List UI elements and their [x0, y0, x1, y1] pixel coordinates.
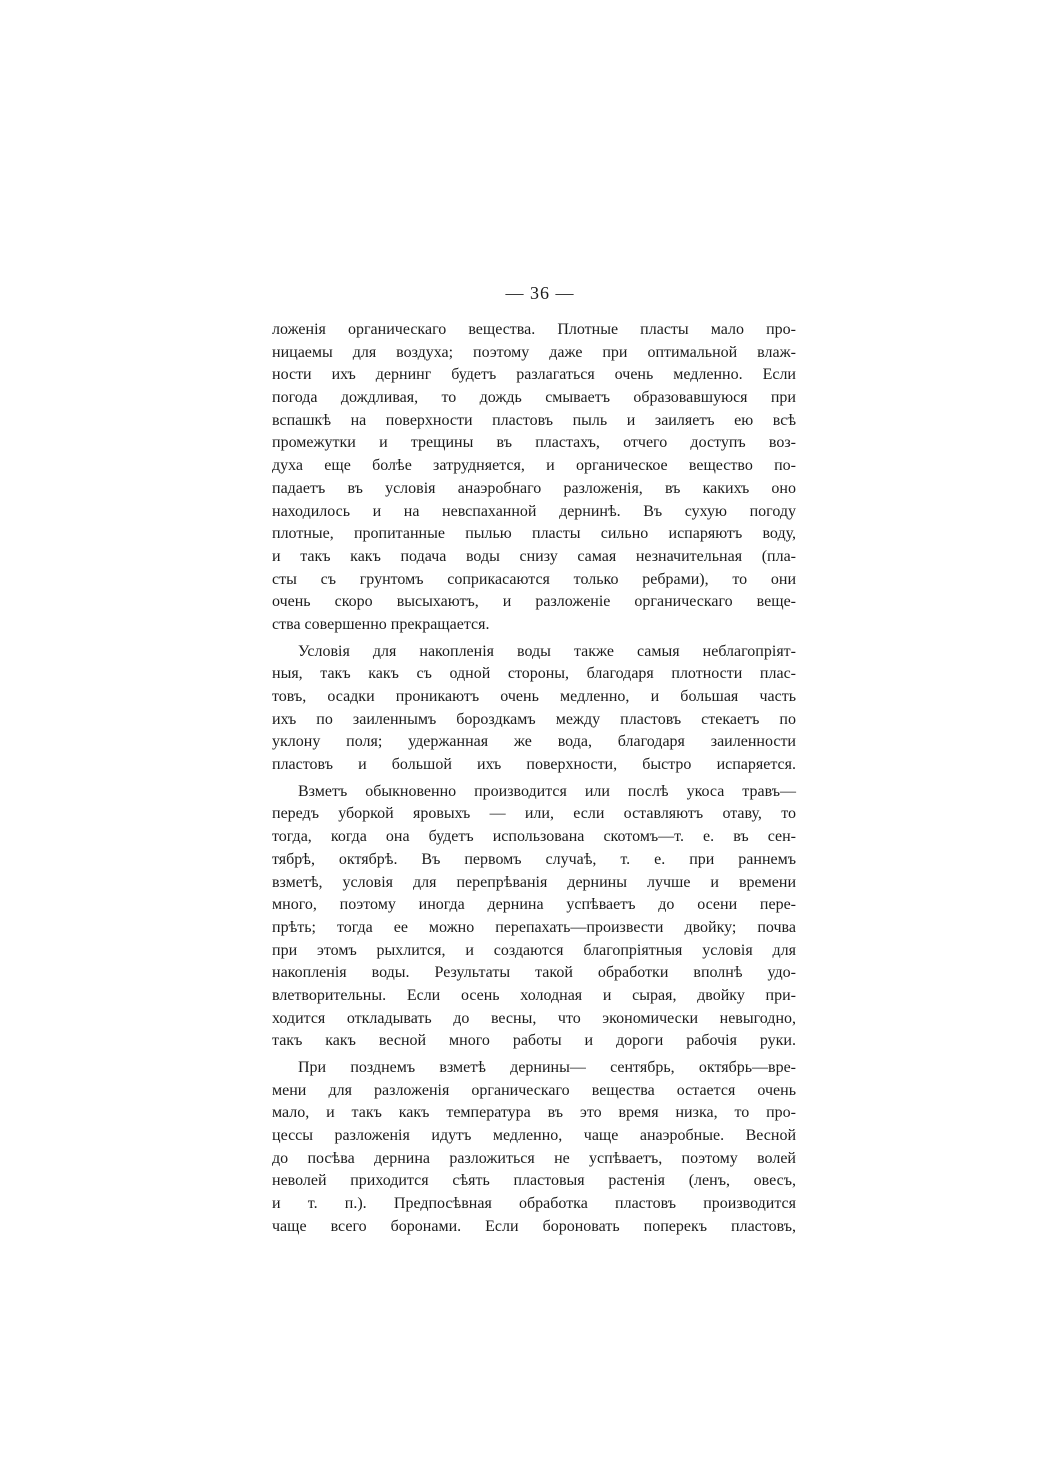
text-line: ства совершенно прекращается. [272, 615, 490, 633]
text-line: чаще всего боронами. Если бороновать поперекъ пластовъ, [272, 1217, 796, 1235]
text-line: накопленія воды. Результаты такой обработки вполнѣ удо- [272, 964, 796, 982]
text-line: падаетъ въ условія анаэробнаго разложенія, въ какихъ оно [272, 479, 796, 497]
paragraph-1 [272, 319, 796, 637]
text-line: сты съ грунтомъ соприкасаются только ребрами), то они [272, 570, 796, 588]
paragraph-2 [272, 641, 796, 777]
text-line: неволей приходится сѣять пластовыя растенія (ленъ, овесъ, [272, 1172, 796, 1190]
text-line: мени для разложенія органическаго вещества остается очень [272, 1081, 796, 1099]
text-line: мало, и такъ какъ температура въ это время низка, то про- [272, 1104, 796, 1122]
text-line: ности ихъ дернинг будетъ разлагаться очень медленно. Если [272, 366, 796, 384]
text-line: товъ, осадки проникаютъ очень медленно, и большая часть [272, 688, 796, 705]
text-line: Взметъ обыкновенно производится или послѣ укоса травъ— [298, 782, 796, 800]
page-number: — 36 — [505, 283, 575, 303]
text-line: влетворительны. Если осень холодная и сырая, двойку при- [272, 986, 796, 1004]
text-line: и такъ какъ подача воды снизу самая незначительная (пла- [272, 547, 796, 565]
text-line: погода дождливая, то дождь смываетъ образовавшуюся при [272, 389, 796, 407]
text-line: тябрѣ, октябрѣ. Въ первомъ случаѣ, т. е. при раннемъ [272, 850, 796, 868]
text-line: ницаемы для воздуха; поэтому даже при оптимальной влаж- [272, 343, 796, 361]
paragraph-3 [272, 781, 796, 1053]
body-text [272, 319, 796, 1244]
text-line: прѣть; тогда ее можно перепахать—произвести двойку; почва [272, 918, 796, 936]
text-line: тогда, когда она будетъ использована скотомъ—т. е. въ сен- [272, 828, 796, 846]
text-line: ихъ по заиленнымъ бороздкамъ между пластовъ стекаетъ по [272, 710, 796, 728]
text-line: промежутки и трещины въ пластахъ, отчего доступъ воз- [272, 434, 796, 452]
text-line: вспашкѣ на поверхности пластовъ пыль и заиляетъ ею всѣ [272, 411, 796, 429]
text-line: плотные, пропитанные пылью пласты сильно испаряютъ воду, [272, 525, 796, 543]
text-line: ныя, такъ какъ съ одной стороны, благодаря плотности плас- [272, 665, 796, 683]
text-line: находилось и на невспаханной дернинѣ. Въ сухую погоду [272, 502, 796, 520]
text-line: передъ уборкой яровыхъ — или, если оставляютъ отаву, то [272, 805, 796, 823]
text-line: ходится откладывать до весны, что экономически невыгодно, [272, 1009, 796, 1027]
text-line: цессы разложенія идутъ медленно, чаще анаэробные. Весной [272, 1127, 796, 1145]
text-line: духа еще болѣе затрудняется, и органическое вещество по- [272, 457, 796, 475]
text-line: ложенія органическаго вещества. Плотные пласты мало про- [272, 321, 796, 338]
text-line: при этомъ рыхлится, и создаются благопріятныя условія для [272, 941, 796, 959]
text-line: очень скоро высыхаютъ, и разложеніе органическаго веще- [272, 593, 796, 611]
text-line: и т. п.). Предпосѣвная обработка пластовъ производится [272, 1195, 796, 1213]
text-line: много, поэтому иногда дернина успѣваетъ до осени пере- [272, 896, 796, 914]
text-line: При позднемъ взметѣ дернины— сентябрь, октябрь—вре- [298, 1059, 796, 1076]
text-line: взметѣ, условія для перепрѣванія дернины лучше и времени [272, 873, 796, 891]
text-line: до посѣва дернина разложиться не успѣваетъ, поэтому волей [272, 1149, 796, 1167]
paragraph-4 [272, 1057, 796, 1239]
text-line: такъ какъ весной много работы и дороги рабочія руки. [272, 1032, 796, 1050]
text-line: уклону поля; удержанная же вода, благодаря заиленности [272, 733, 796, 751]
text-line: Условія для накопленія воды также самыя неблагопріят- [298, 642, 796, 660]
text-line: пластовъ и большой ихъ поверхности, быстро испаряется. [272, 756, 796, 774]
